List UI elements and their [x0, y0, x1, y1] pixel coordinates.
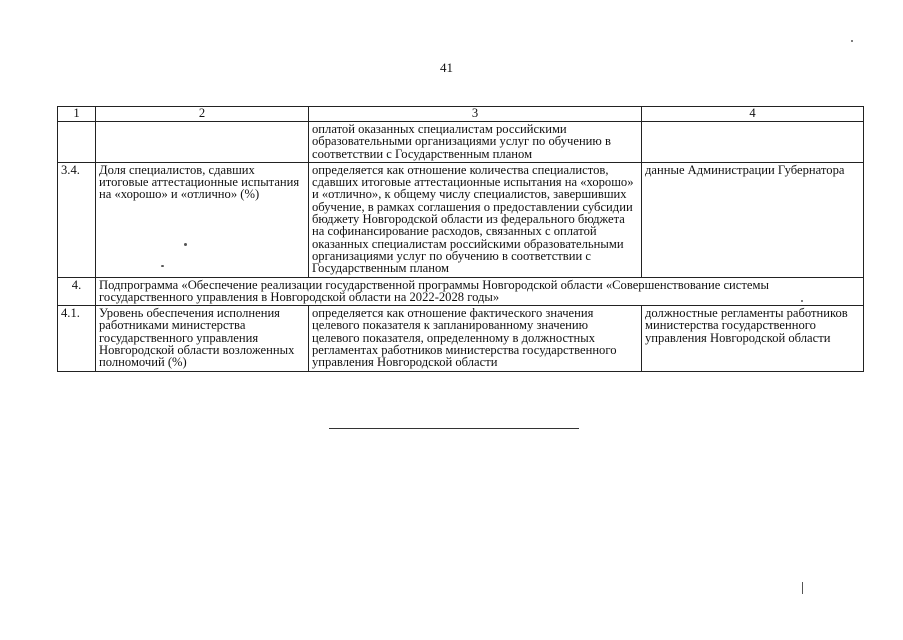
row-number	[58, 122, 96, 163]
data-source: данные Администрации Губернатора	[642, 162, 864, 277]
calculation-method: оплатой оказанных специалистам российскими образовательными организациями услуг по обучению в соответствии с Государственным планом	[309, 122, 642, 163]
table-row	[58, 122, 864, 163]
subprogram-row	[58, 277, 864, 306]
table-header-row	[58, 107, 864, 122]
calculation-method: определяется как отношение фактического значения целевого показателя к запланированному значению целевого показателя, определенному в должностных регламентах работников министерства государственного управления Новгородской области	[309, 306, 642, 371]
table-row	[58, 306, 864, 371]
page-number: 41	[440, 60, 453, 75]
column-header: 4	[642, 107, 864, 122]
data-source	[642, 122, 864, 163]
bottom-rule	[329, 428, 579, 429]
indicator-table	[57, 106, 864, 372]
row-number: 3.4.	[58, 162, 96, 277]
data-source: должностные регламенты работников министерства государственного управления Новгородской области	[642, 306, 864, 371]
row-number: 4.1.	[58, 306, 96, 371]
indicator-name: Уровень обеспечения исполнения работниками министерства государственного управления Новгородской области возложенных полномочий (%)	[96, 306, 309, 371]
scan-speck	[161, 265, 164, 267]
scan-speck	[802, 582, 803, 594]
scan-speck	[184, 243, 187, 246]
scan-speck	[801, 300, 803, 302]
column-header: 3	[309, 107, 642, 122]
column-header: 2	[96, 107, 309, 122]
subprogram-title: Подпрограмма «Обеспечение реализации государственной программы Новгородской области «Совершенствование системы государственного управления в Новгородской области на 2022-2028 годы»	[96, 277, 864, 306]
scan-speck	[851, 40, 853, 42]
indicator-name: Доля специалистов, сдавших итоговые аттестационные испытания на «хорошо» и «отлично» (%)	[96, 162, 309, 277]
indicator-name	[96, 122, 309, 163]
table-row	[58, 162, 864, 277]
row-number: 4.	[58, 277, 96, 306]
calculation-method: определяется как отношение количества специалистов, сдавших итоговые аттестационные испытания на «хорошо» и «отлично», к общему числу специалистов, завершивших обучение, в рамках соглашения о предоставлении субсидии бюджету Новгородской области из федерального бюджета на софинансирование расходов, связанных с оплатой оказанных специалистам российскими образовательными организациями услуг по обучению в соответствии с Государственным планом	[309, 162, 642, 277]
column-header: 1	[58, 107, 96, 122]
